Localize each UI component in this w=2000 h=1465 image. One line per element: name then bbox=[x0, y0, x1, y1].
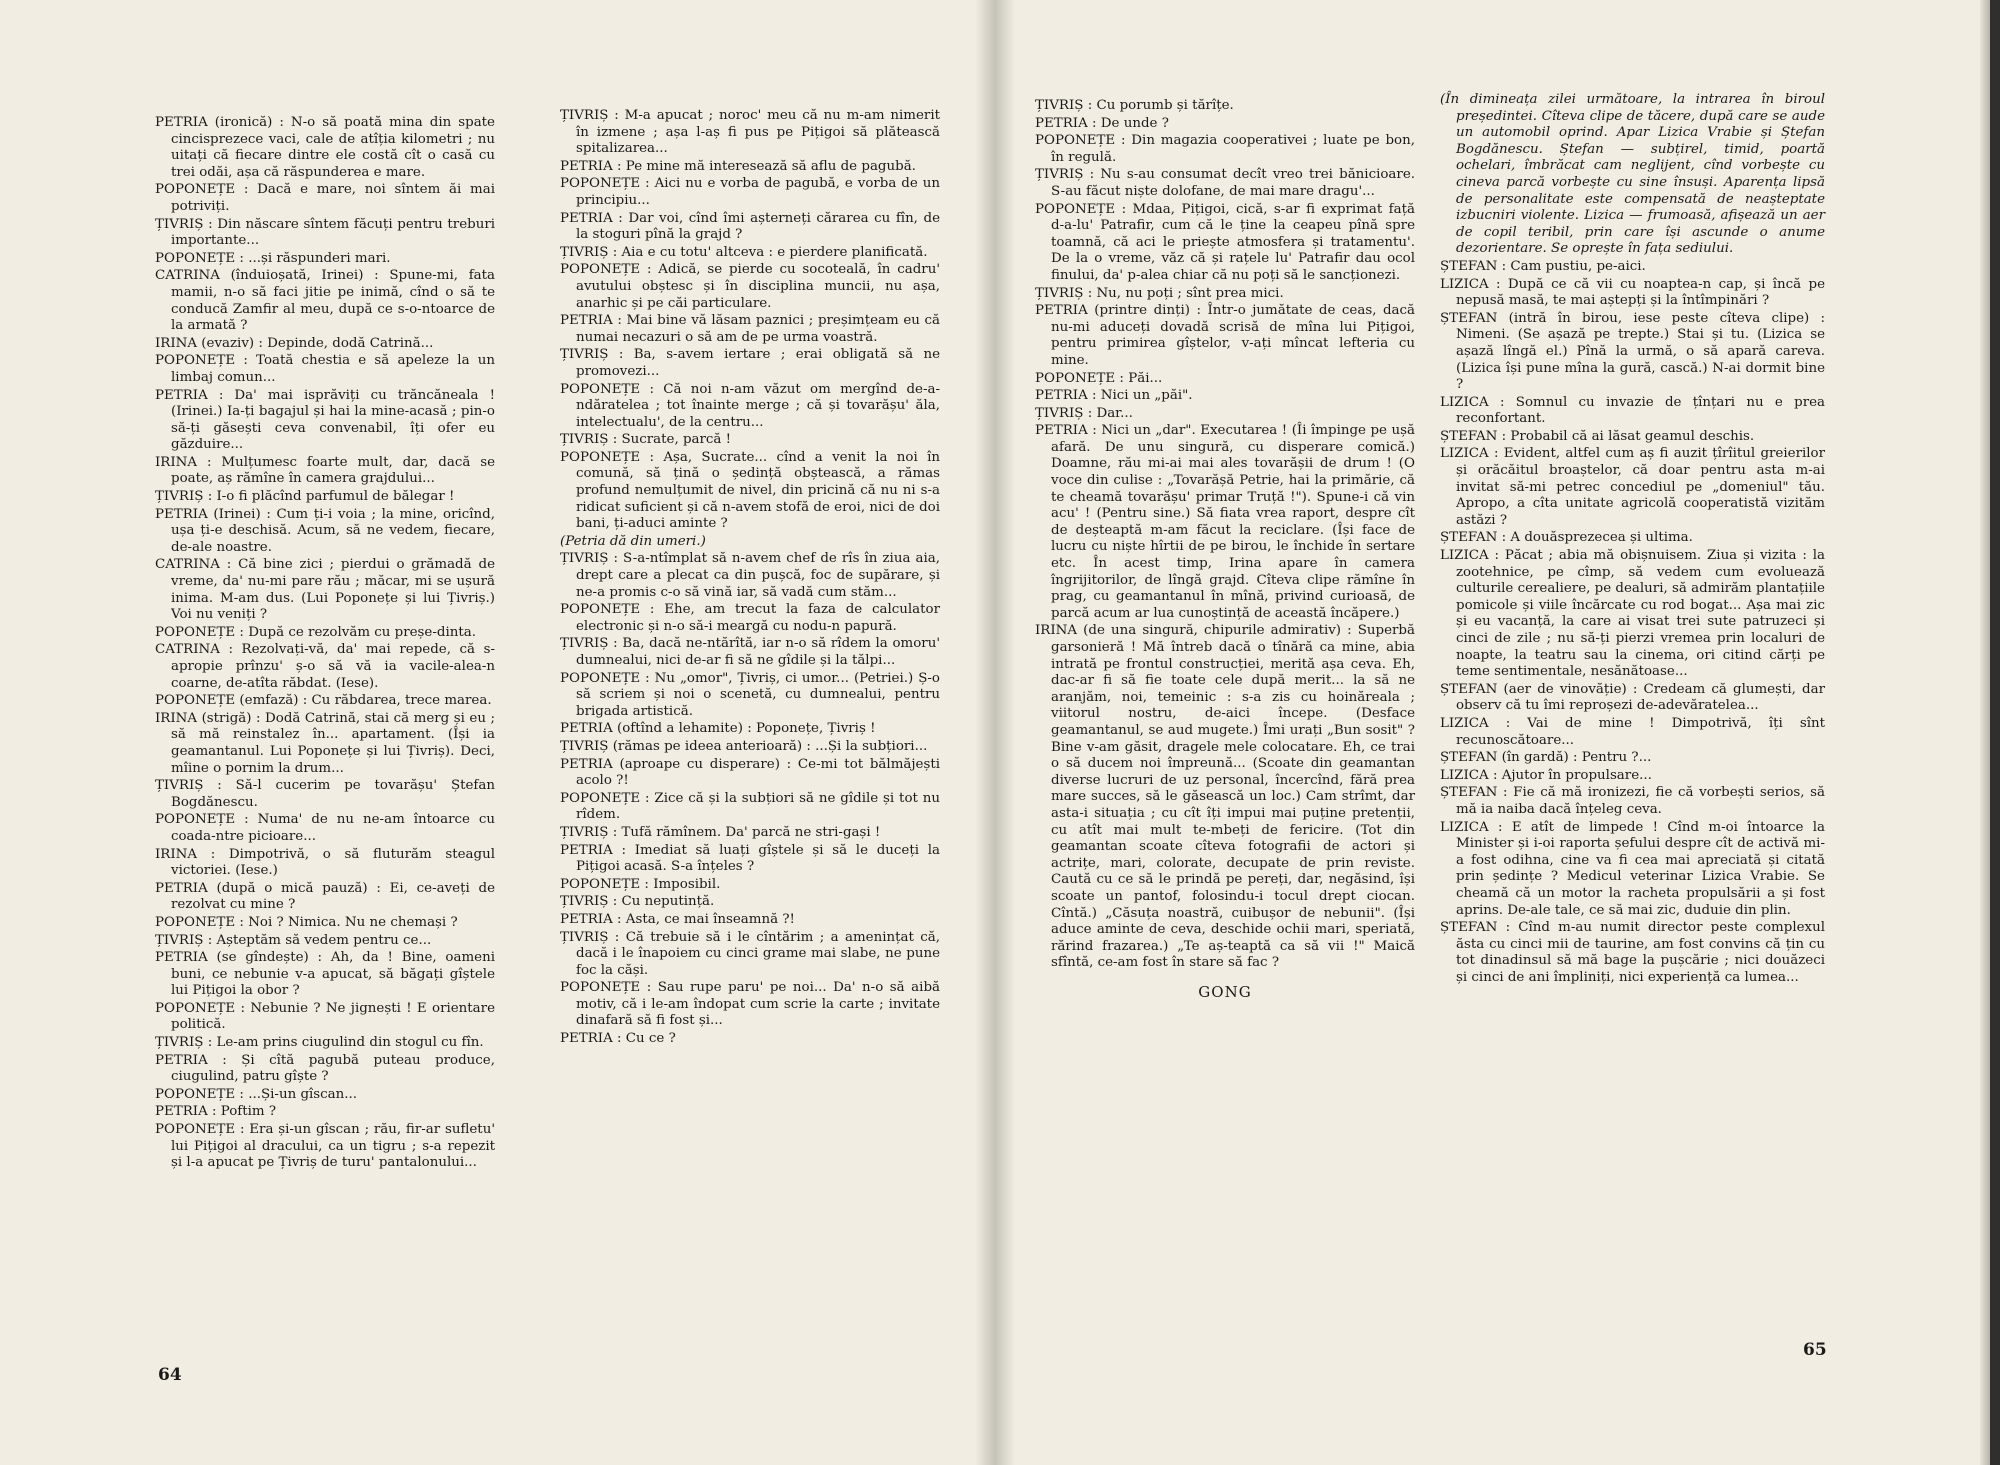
dialogue-paragraph: POPONEȚE : Sau rupe paru' pe noi... Da' n-o să aibă motiv, că i le-am îndopat cum scrie la carte ; invitate dinafară să fi fost și... bbox=[560, 980, 940, 1029]
dialogue-paragraph: CATRINA : Că bine zici ; pierdui o grămadă de vreme, da' nu-mi pare rău ; măcar, mi se ușură inima. M-am dus. (Lui Poponețe și lui Țivriș.) Voi nu veniți ? bbox=[155, 557, 495, 623]
dialogue-paragraph: PETRIA : Dar voi, cînd îmi așterneți cărarea cu fîn, de la stoguri pînă la grajd ? bbox=[560, 210, 940, 243]
dialogue-paragraph: POPONEȚE : Nebunie ? Ne jignești ! E orientare politică. bbox=[155, 1000, 495, 1033]
dialogue-paragraph: ȚIVRIȘ : Așteptăm să vedem pentru ce... bbox=[155, 932, 432, 948]
dialogue-paragraph: LIZICA : Ajutor în propulsare... bbox=[1440, 767, 1652, 783]
page-edge bbox=[1980, 0, 1990, 1465]
right-page-column-2 bbox=[1440, 92, 1825, 987]
dialogue-paragraph: ȚIVRIȘ : Să-l cucerim pe tovarășu' Ștefan Bogdănescu. bbox=[155, 778, 495, 810]
dialogue-paragraph: PETRIA : Nici un „păi". bbox=[1035, 388, 1193, 404]
dialogue-paragraph: PETRIA : Cu ce ? bbox=[560, 1031, 676, 1047]
dialogue-paragraph: POPONEȚE : Din magazia cooperativei ; luate pe bon, în regulă. bbox=[1035, 133, 1415, 165]
gong-marker: GONG bbox=[1198, 982, 1252, 1001]
dialogue-paragraph: POPONEȚE : Dacă e mare, noi sîntem ăi mai potriviți. bbox=[155, 182, 495, 214]
dialogue-paragraph: IRINA : Dimpotrivă, o să fluturăm steagul victoriei. (Iese.) bbox=[155, 846, 495, 879]
dialogue-paragraph: IRINA : Mulțumesc foarte mult, dar, dacă se poate, aș rămîne în camera grajdului... bbox=[155, 454, 495, 487]
dialogue-paragraph: ȚIVRIȘ : Tufă rămînem. Da' parcă ne stri-gași ! bbox=[560, 824, 881, 840]
dialogue-paragraph: PETRIA (după o mică pauză) : Ei, ce-aveți de rezolvat cu mine ? bbox=[155, 880, 495, 913]
dialogue-paragraph: POPONEȚE : Noi ? Nimica. Nu ne chemași ? bbox=[155, 914, 458, 930]
dialogue-paragraph: ȚIVRIȘ : Dar... bbox=[1035, 405, 1133, 421]
dialogue-paragraph: PETRIA (Irinei) : Cum ți-i voia ; la mine, oricînd, ușa ți-e deschisă. Acum, să ne vedem, fiecare, de-ale noastre. bbox=[155, 506, 495, 555]
dialogue-paragraph: LIZICA : După ce că vii cu noaptea-n cap, și încă pe nepusă masă, te mai aștepți și la întîmpinări ? bbox=[1440, 276, 1825, 309]
dialogue-paragraph: (În dimineața zilei următoare, la intrarea în biroul președintei. Cîteva clipe de tăcere, după care se aude un automobil oprind. Apar Lizica Vrabie și Ștefan Bogdănescu. Ștefan — subțirel, timid, poartă ochelari, îmbrăcat cam neglijent, cînd vorbește cu cineva parcă vorbește cu sine însuși. Aparența lipsă de personalitate este compensată de neașteptate izbucniri violente. Lizica — frumoasă, afișează un aer de copil teribil, prin care își ascunde o anume dezorientare. Se oprește în fața sediului. bbox=[1440, 92, 1825, 257]
dialogue-paragraph: PETRIA (se gîndește) : Ah, da ! Bine, oameni buni, ce nebunie v-a apucat, să băgați gîștele lui Pițigoi la obor ? bbox=[155, 950, 495, 999]
dialogue-paragraph: CATRINA (înduioșată, Irinei) : Spune-mi, fata mamii, n-o să faci jitie pe inimă, cînd o să te conducă Zamfir al meu, după ce s-o-ntoarce de la armată ? bbox=[155, 268, 495, 334]
dialogue-paragraph: PETRIA (oftînd a lehamite) : Poponețe, Țivriș ! bbox=[560, 721, 876, 737]
dialogue-paragraph: POPONEȚE : Aici nu e vorba de pagubă, e vorba de un principiu... bbox=[560, 176, 940, 208]
dialogue-paragraph: ȚIVRIȘ : Ba, s-avem iertare ; erai obligată să ne promovezi... bbox=[560, 347, 940, 379]
dialogue-paragraph: ȚIVRIȘ : M-a apucat ; noroc' meu că nu m-am nimerit în izmene ; așa l-aș fi pus pe Pițigoi să plătească spitalizarea... bbox=[560, 108, 940, 157]
dialogue-paragraph: POPONEȚE : Numa' de nu ne-am întoarce cu coada-ntre picioare... bbox=[155, 812, 495, 844]
dialogue-paragraph: POPONEȚE (emfază) : Cu răbdarea, trece marea. bbox=[155, 693, 492, 709]
dialogue-paragraph: ȚIVRIȘ : Le-am prins ciugulind din stogul cu fîn. bbox=[155, 1035, 484, 1051]
dialogue-paragraph: PETRIA (printre dinți) : Într-o jumătate de ceas, dacă nu-mi aduceți dovadă scrisă de mîna lui Pițigoi, pentru primirea gîștelor, v-ați mîncat lefteria cu mine. bbox=[1035, 303, 1415, 368]
dialogue-paragraph: ȘTEFAN : Cam pustiu, pe-aici. bbox=[1440, 258, 1646, 274]
dialogue-paragraph: POPONEȚE : Nu „omor", Țivriș, ci umor... (Petriei.) Ș-o să scriem și noi o scenetă, cu dumnealui, pentru brigada artistică. bbox=[560, 670, 940, 719]
dialogue-paragraph: ȚIVRIȘ : Ba, dacă ne-ntărîtă, iar n-o să rîdem la omoru' dumnealui, nici de-ar fi să ne gîdile și la tălpi... bbox=[560, 636, 940, 668]
dialogue-paragraph: LIZICA : E atît de limpede ! Cînd m-oi întoarce la Minister și i-oi raporta șefului despre cît de activă mi-a fost odihna, cine va fi cea mai apreciată și citată prin ședințe ? Medicul veterinar Lizica Vrabie. Se cheamă că un motor la racheta propulsării a și fost aprins. De-ale tale, ce să mai zic, duduie din plin. bbox=[1440, 819, 1825, 918]
dialogue-paragraph: PETRIA (aproape cu disperare) : Ce-mi tot bălmăjești acolo ?! bbox=[560, 756, 940, 789]
dialogue-paragraph: ȚIVRIȘ : Sucrate, parcă ! bbox=[560, 432, 732, 448]
dialogue-paragraph: PETRIA : Imediat să luați gîștele și să le duceți la Pițigoi acasă. S-a înțeles ? bbox=[560, 842, 940, 875]
dialogue-paragraph: POPONEȚE : Păi... bbox=[1035, 370, 1163, 386]
dialogue-paragraph: PETRIA (ironică) : N-o să poată mina din spate cincisprezece vaci, cale de atîția kilometri ; nu uitați că fiecare dintre ele costă cît o casă cu trei odăi, așa că răspunderea e mare. bbox=[155, 115, 495, 180]
dialogue-paragraph: ȘTEFAN : Probabil că ai lăsat geamul deschis. bbox=[1440, 428, 1755, 444]
dialogue-paragraph: POPONEȚE : Era și-un gîscan ; rău, fir-ar sufletu' lui Pițigoi al dracului, ca un tigru ; s-a repezit și l-a apucat pe Țivriș de turu' pantalonului... bbox=[155, 1122, 495, 1171]
dialogue-paragraph: PETRIA : Mai bine vă lăsam paznici ; preșimțeam eu că numai necazuri o să am de pe urma voastră. bbox=[560, 313, 940, 345]
dialogue-paragraph: POPONEȚE : Mdaa, Pițigoi, cică, s-ar fi exprimat față d-a-lu' Patrafir, cum că le ține la ceapeu pînă spre toamnă, că aci le priește atmosfera și tratamentu'. De la o vreme, văz că și rațele lu' Patrafir dau ocol finului, da' p-alea chiar că nu poți să le sancționezi. bbox=[1035, 201, 1415, 283]
dialogue-paragraph: PETRIA : Da' mai isprăviți cu trăncăneala ! (Irinei.) Ia-ți bagajul și hai la mine-acasă ; pin-o să-ți găsești ceva convenabil, îți ofer eu găzduire... bbox=[155, 387, 495, 453]
dialogue-paragraph: POPONEȚE : ...și răspunderi mari. bbox=[155, 250, 391, 266]
dialogue-paragraph: POPONEȚE : Că noi n-am văzut om mergînd de-a-ndăratelea ; tot înainte merge ; că și tovarășu' ăla, intelectualu', de la centru... bbox=[560, 381, 940, 430]
dialogue-paragraph: PETRIA : Pe mine mă interesează să aflu de pagubă. bbox=[560, 158, 916, 174]
dialogue-paragraph: ȚIVRIȘ : I-o fi plăcînd parfumul de bălegar ! bbox=[155, 489, 455, 505]
right-page-column-1 bbox=[1035, 98, 1415, 1000]
dialogue-paragraph: LIZICA : Somnul cu invazie de țînțari nu e prea reconfortant. bbox=[1440, 394, 1825, 427]
dialogue-paragraph: ȚIVRIȘ : Că trebuie să i le cîntărim ; a amenințat că, dacă i le înapoiem cu cinci grame mai slabe, ne pune foc la căși. bbox=[560, 929, 940, 978]
dialogue-paragraph: POPONEȚE : Imposibil. bbox=[560, 876, 721, 892]
dialogue-paragraph: IRINA (evaziv) : Depinde, dodă Catrină... bbox=[155, 335, 434, 351]
dialogue-paragraph: PETRIA : Și cîtă pagubă puteau produce, ciugulind, patru gîște ? bbox=[155, 1052, 495, 1085]
dialogue-paragraph: LIZICA : Evident, altfel cum aș fi auzit țîrîitul greierilor și orăcăitul broaștelor, că doar pentru asta m-ai invitat să-mi petrec concediul pe „domeniul" tău. Apropo, a cîta unitate agricolă cooperatistă vizităm astăzi ? bbox=[1440, 446, 1825, 528]
dialogue-paragraph: IRINA (de una singură, chipurile admirativ) : Superbă garsonieră ! Mă întreb dacă o tînără ca mine, abia intrată pe frontul construcției, merită așa ceva. Eh, dac-ar fi să fie toate cele după merit... la să ne aranjăm, noi, temeinic : s-a zis cu hoinăreala ; viitorul nostru, de-aici începe. (Desface geamantanul, se aud mugete.) Îmi urați „Bun sosit" ? Bine v-am găsit, dragele mele colocatare. Eh, ce trai o să ducem noi împreună... (Scoate din geamantan diverse lucruri de uz personal, încercînd, fără prea mare succes, să le găsească un loc.) Cam strîmt, dar asta-i situația ; cu cît îți impui mai puține pretenții, cu atît mai mult te-mbeți de fericire. (Tot din geamantan scoate cîteva fotografii de actori și actrițe, mari, colorate, decupate de prin reviste. Caută cu ce să le prindă pe pereți, dar, negăsind, își scoate un pantof, folosindu-i tocul drept ciocan. Cîntă.) „Căsuța noastră, cuibușor de nebunii". (Își aduce aminte de ceva, deschide ochii mari, speriată, rărind frazarea.) „Te aș-teaptă ca să vii !" Maică sfîntă, ce-am fost în stare să fac ? bbox=[1035, 623, 1415, 971]
dialogue-paragraph: ȚIVRIȘ : Din născare sîntem făcuți pentru treburi importante... bbox=[155, 216, 495, 249]
dialogue-paragraph: IRINA (strigă) : Dodă Catrină, stai că merg și eu ; să mă reinstalez în... apartament. (Își ia geamantanul. Lui Poponețe și lui Țivriș). Deci, mîine o pornim la drum... bbox=[155, 710, 495, 776]
dialogue-paragraph: ȚIVRIȘ : Nu s-au consumat decît vreo trei bănicioare. S-au făcut niște dolofane, de mai mare dragu'... bbox=[1035, 167, 1415, 199]
dialogue-paragraph: ȘTEFAN (intră în birou, iese peste cîteva clipe) : Nimeni. (Se așază pe trepte.) Stai și tu. (Lizica se așază lîngă el.) Pînă la urmă, o să apară careva. (Lizica își pune mîna la gură, cască.) N-ai dormit bine ? bbox=[1440, 310, 1825, 393]
dialogue-paragraph: LIZICA : Vai de mine ! Dimpotrivă, îți sînt recunoscătoare... bbox=[1440, 715, 1825, 748]
dialogue-paragraph: (Petria dă din umeri.) bbox=[560, 533, 706, 549]
left-page-column-2 bbox=[560, 108, 940, 1049]
dialogue-paragraph: ȘTEFAN (în gardă) : Pentru ?... bbox=[1440, 750, 1652, 766]
dialogue-paragraph: PETRIA : Nici un „dar". Executarea ! (Îi împinge pe ușă afară. De unu singură, cu disperare comică.) Doamne, rău mi-ai mai ales tovarășii de drum ! (O voce din culise : „Tovarășă Petrie, hai la primărie, că te cheamă tovarășu' primar Truță !"). Spune-i că vin acu' ! (Pentru sine.) Să fiata vrea raport, despre cît de deșteaptă m-am făcut la reciclare. (Își face de lucru cu niște hîrtii de pe birou, le închide în sertare etc. În acest timp, Irina apare în camera îngrijitorilor, de lîngă grajd. Cîteva clipe rămîne în prag, cu geamantanul în mînă, privind curioasă, de parcă acum ar lua cunoștință de această încăpere.) bbox=[1035, 423, 1415, 621]
dialogue-paragraph: ȚIVRIȘ (rămas pe ideea anterioară) : ...Și la subțiori... bbox=[560, 738, 928, 754]
dialogue-paragraph: PETRIA : Poftim ? bbox=[155, 1104, 277, 1120]
dialogue-paragraph: ȘTEFAN : A douăsprezecea și ultima. bbox=[1440, 530, 1693, 546]
left-page-column-1 bbox=[155, 115, 495, 1173]
dialogue-paragraph: LIZICA : Păcat ; abia mă obișnuisem. Ziua și vizita : la zootehnice, pe cîmp, să vedem cum evoluează culturile cerealiere, pe dealuri, să admirăm plantațiile pomicole și viile încărcate cu rod bogat... Așa mai zic și eu vacanță, la care ai visat trei sute patruzeci și cinci de zile ; nu să-ți pierzi vremea prin localuri de noapte, la teatru sau la cinema, ori citind cărți pe teme sentimentale, nesănătoase... bbox=[1440, 548, 1825, 680]
dialogue-paragraph: ȘTEFAN (aer de vinovăție) : Credeam că glumești, dar observ că tu îmi reproșezi de-adevăratelea... bbox=[1440, 681, 1825, 714]
dialogue-paragraph: POPONEȚE : Toată chestia e să apeleze la un limbaj comun... bbox=[155, 353, 495, 385]
dialogue-paragraph: ȘTEFAN : Fie că mă ironizezi, fie că vorbești serios, să mă ia naiba dacă înțeleg ceva. bbox=[1440, 785, 1825, 817]
dialogue-paragraph: ȚIVRIȘ : S-a-ntîmplat să n-avem chef de rîs în ziua aia, drept care a plecat ca din pușcă, foc de supărare, și ne-a promis c-o să vină iar, să vadă cum stăm... bbox=[560, 551, 940, 600]
left-page bbox=[0, 0, 996, 1465]
dialogue-paragraph: ȚIVRIȘ : Cu neputință. bbox=[560, 894, 715, 910]
dialogue-paragraph: ȘTEFAN : Cînd m-au numit director peste complexul ăsta cu cinci mii de taurine, am fost convins că țin cu tot dinadinsul să mă bage la pușcărie ; nici douăzeci și cinci de ani împliniți, nici experiență ca lumea... bbox=[1440, 920, 1825, 985]
dialogue-paragraph: PETRIA : Asta, ce mai înseamnă ?! bbox=[560, 911, 795, 927]
dialogue-paragraph: POPONEȚE : ...Și-un gîscan... bbox=[155, 1086, 358, 1102]
page-number-right: 65 bbox=[1803, 1340, 1827, 1360]
dialogue-paragraph: CATRINA : Rezolvați-vă, da' mai repede, că s-apropie prînzu' ș-o să vă ia vacile-alea-n coarne, de-atîta răbdat. (Iese). bbox=[155, 642, 495, 691]
page-number-left: 64 bbox=[158, 1365, 182, 1385]
dialogue-paragraph: POPONEȚE : Zice că și la subțiori să ne gîdile și tot nu rîdem. bbox=[560, 790, 940, 823]
dialogue-paragraph: ȚIVRIȘ : Aia e cu totu' altceva : e pierdere planificată. bbox=[560, 244, 928, 260]
dialogue-paragraph: POPONEȚE : Adică, se pierde cu socoteală, în cadru' avutului obștesc și în disciplina muncii, nu așa, anarhic și pe căi particulare. bbox=[560, 262, 940, 311]
dialogue-paragraph: POPONEȚE : Așa, Sucrate... cînd a venit la noi în comună, să țină o ședință obștească, a rămas profund nemulțumit de nivel, din pricină că nu ni s-a ridicat suficient și că n-avem stofă de eroi, nici de doi bani, ți-aduci aminte ? bbox=[560, 449, 940, 532]
dialogue-paragraph: ȚIVRIȘ : Nu, nu poți ; sînt prea mici. bbox=[1035, 285, 1284, 301]
right-page bbox=[995, 0, 1990, 1465]
dialogue-paragraph: PETRIA : De unde ? bbox=[1035, 115, 1169, 131]
dialogue-paragraph: POPONEȚE : După ce rezolvăm cu preșe-dinta. bbox=[155, 624, 476, 640]
dialogue-paragraph: POPONEȚE : Ehe, am trecut la faza de calculator electronic și n-o să-i meargă cu nodu-n papură. bbox=[560, 602, 940, 634]
dialogue-paragraph: ȚIVRIȘ : Cu porumb și tărîțe. bbox=[1035, 98, 1234, 113]
